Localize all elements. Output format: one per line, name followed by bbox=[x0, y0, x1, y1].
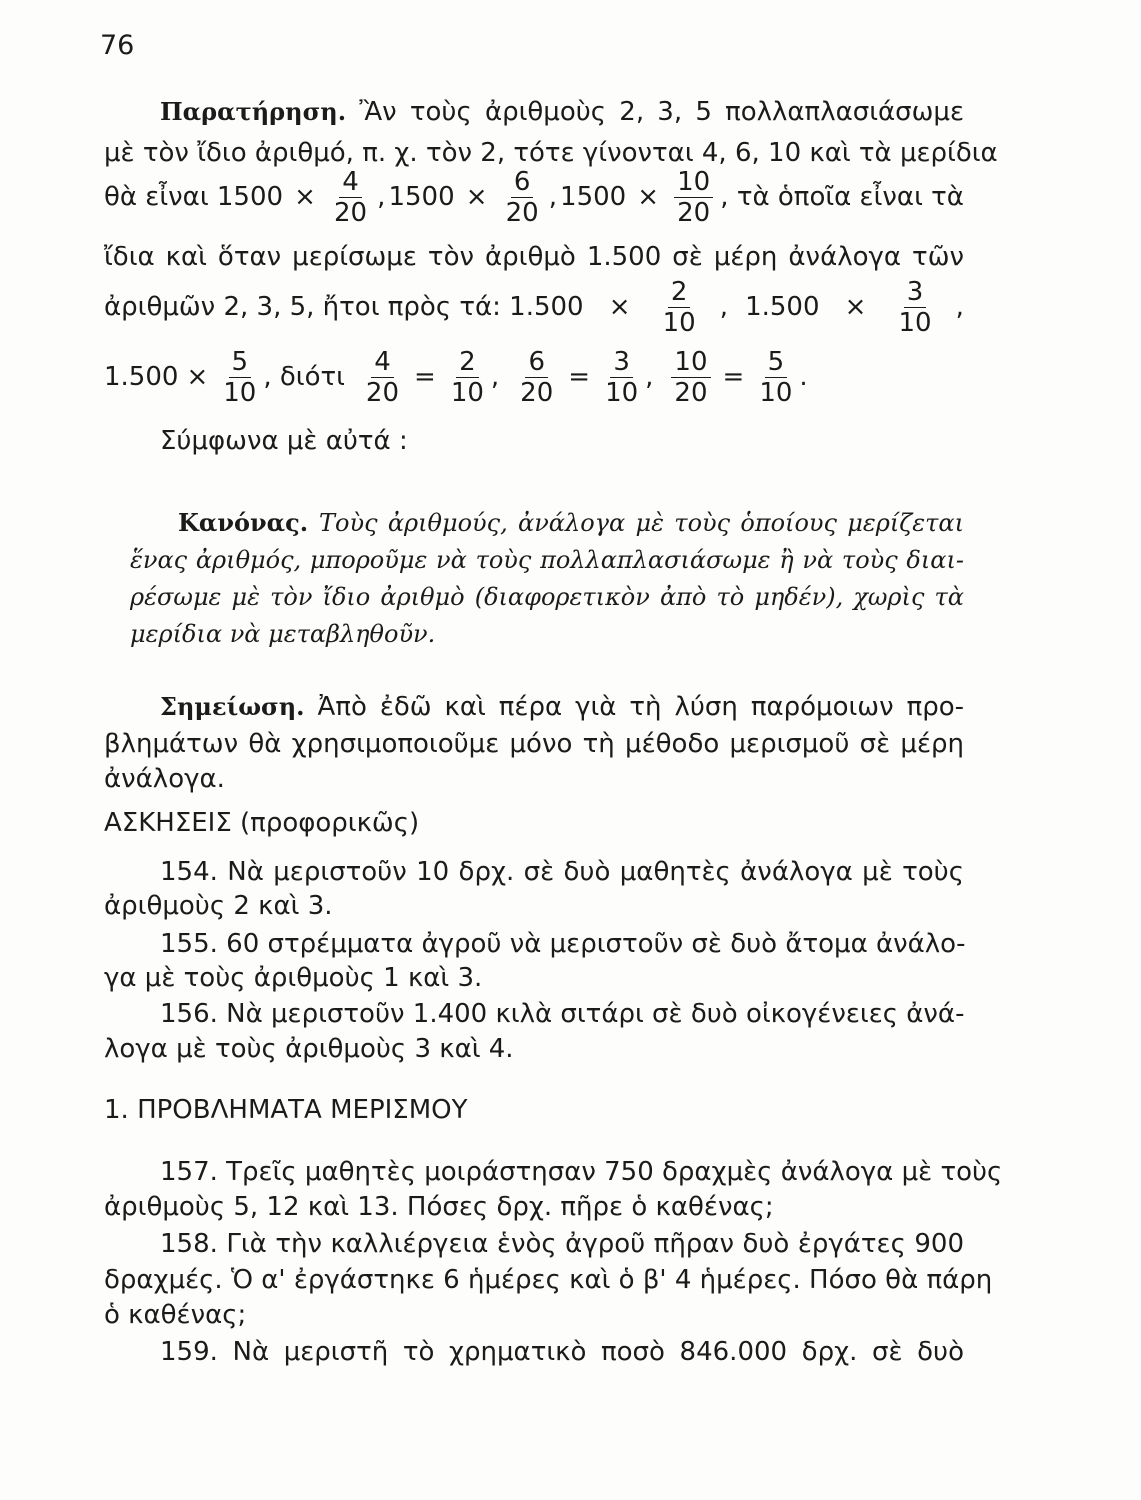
times-sign: × bbox=[637, 182, 660, 212]
rule-line-4: μερίδια νὰ μεταβληθοῦν. bbox=[130, 620, 436, 648]
fraction-4-20: $\frac{4}{20}$ bbox=[365, 346, 400, 408]
remark-text-5-pre: ἀριθμῶν 2, 3, 5, ἤτοι πρὸς τά: 1.500 bbox=[104, 292, 584, 322]
exercise-154-line-1: 154. Νὰ μεριστοῦν 10 δρχ. σὲ δυὸ μαθητὲς ἀνάλογα μὲ τοὺς bbox=[160, 857, 964, 887]
remark-line-2: μὲ τὸν ἴδιο ἀριθμό, π. χ. τὸν 2, τότε γίνονται 4, 6, 10 καὶ τὰ μερίδια bbox=[104, 138, 998, 168]
fraction-3-10: $\frac{3}{10}$ bbox=[898, 276, 932, 338]
fraction-5-10: $\frac{5}{10}$ bbox=[223, 346, 257, 408]
remark-text-3-pre: θὰ εἶναι 1500 bbox=[104, 182, 284, 212]
page-number: 76 bbox=[100, 30, 135, 61]
times-sign: × bbox=[608, 292, 631, 322]
comma: , bbox=[377, 182, 386, 212]
note-line-2: βλημάτων θὰ χρησιμοποιοῦμε μόνο τὴ μέθοδο μερισμοῦ σὲ μέρη bbox=[104, 729, 964, 759]
number-1.500: 1.500 bbox=[745, 292, 820, 322]
exercise-159-line-1: 159. Νὰ μεριστῆ τὸ χρηματικὸ ποσὸ 846.000 δρχ. σὲ δυὸ bbox=[160, 1337, 964, 1367]
remark-text-6-mid: , διότι bbox=[263, 362, 345, 392]
rule-label: Κανόνας. bbox=[178, 508, 309, 537]
equals-sign: = bbox=[722, 362, 745, 392]
remark-line-5 bbox=[104, 275, 964, 339]
fraction-10-20: $\frac{10}{20}$ bbox=[674, 169, 713, 226]
exercise-157-line-2: ἀριθμοὺς 5, 12 καὶ 13. Πόσες δρχ. πῆρε ὁ καθένας; bbox=[104, 1192, 774, 1222]
exercises-heading: ΑΣΚΗΣΕΙΣ (προφορικῶς) bbox=[104, 808, 420, 838]
comma: , bbox=[719, 292, 728, 322]
exercise-156-line-1: 156. Νὰ μεριστοῦν 1.400 κιλὰ σιτάρι σὲ δυὸ οἰκογένειες ἀνά- bbox=[160, 999, 965, 1029]
fraction-2-10: $\frac{2}{10}$ bbox=[450, 346, 484, 408]
times-sign: × bbox=[844, 292, 867, 322]
exercise-155-line-1: 155. 60 στρέμματα ἀγροῦ νὰ μεριστοῦν σὲ δυὸ ἄτομα ἀνάλο- bbox=[160, 929, 966, 959]
exercise-156-line-2: λογα μὲ τοὺς ἀριθμοὺς 3 καὶ 4. bbox=[104, 1034, 514, 1064]
fraction-10-20: $\frac{10}{20}$ bbox=[671, 349, 710, 406]
remark-line-3 bbox=[104, 165, 964, 229]
rule-line-3: ρέσωμε μὲ τὸν ἴδιο ἀριθμὸ (διαφορετικὸν ἀπὸ τὸ μηδέν), χωρὶς τὰ bbox=[130, 583, 964, 611]
remark-label: Παρατήρηση. bbox=[160, 97, 347, 126]
note-label: Σημείωση. bbox=[160, 692, 305, 721]
remark-text-1: Ἂν τοὺς ἀριθμοὺς 2, 3, 5 πολλαπλασιάσωμε bbox=[359, 97, 965, 127]
times-sign: × bbox=[465, 182, 488, 212]
exercise-157-line-1: 157. Τρεῖς μαθητὲς μοιράστησαν 750 δραχμὲς ἀνάλογα μὲ τοὺς bbox=[160, 1157, 1003, 1187]
fraction-6-20: $\frac{6}{20}$ bbox=[505, 166, 539, 228]
comma: , bbox=[490, 362, 500, 392]
remark-text-3-post: , τὰ ὁποῖα εἶναι τὰ bbox=[720, 182, 964, 212]
fraction-5-10: $\frac{5}{10}$ bbox=[759, 346, 793, 408]
fraction-3-10: $\frac{3}{10}$ bbox=[605, 346, 639, 408]
rule-line-2: ἕνας ἀριθμός, μποροῦμε νὰ τοὺς πολλαπλασιάσωμε ἢ νὰ τοὺς διαι- bbox=[130, 546, 964, 574]
rule-line-1 bbox=[178, 506, 964, 540]
fraction-6-20: $\frac{6}{20}$ bbox=[520, 346, 554, 408]
remark-line-4: ἴδια καὶ ὅταν μερίσωμε τὸν ἀριθμὸ 1.500 σὲ μέρη ἀνάλογα τῶν bbox=[104, 242, 964, 272]
comma: , bbox=[955, 292, 964, 322]
number-1500: 1500 bbox=[388, 182, 455, 212]
note-text-1: Ἀπὸ ἐδῶ καὶ πέρα γιὰ τὴ λύση παρόμοιων προ- bbox=[317, 692, 965, 722]
exercise-154-line-2: ἀριθμοὺς 2 καὶ 3. bbox=[104, 891, 333, 921]
exercise-155-line-2: γα μὲ τοὺς ἀριθμοὺς 1 καὶ 3. bbox=[104, 963, 483, 993]
period: . bbox=[799, 362, 808, 392]
times-sign: × bbox=[186, 362, 209, 392]
exercise-158-line-3: ὁ καθένας; bbox=[104, 1300, 247, 1330]
section-heading: 1. ΠΡΟΒΛΗΜΑΤΑ ΜΕΡΙΣΜΟΥ bbox=[104, 1095, 468, 1125]
comma: , bbox=[548, 182, 557, 212]
number-1.500: 1.500 bbox=[104, 362, 179, 392]
comma: , bbox=[645, 362, 654, 392]
note-line-3: ἀνάλογα. bbox=[104, 764, 225, 794]
equals-sign: = bbox=[414, 362, 436, 392]
rule-text-1: Τοὺς ἀριθμούς, ἀνάλογα μὲ τοὺς ὁποίους μερίζεται bbox=[319, 509, 965, 537]
remark-line-1 bbox=[160, 95, 964, 129]
times-sign: × bbox=[294, 182, 316, 212]
equals-sign: = bbox=[568, 362, 591, 392]
number-1500: 1500 bbox=[560, 182, 627, 212]
note-line-1 bbox=[160, 690, 964, 724]
fraction-2-10: $\frac{2}{10}$ bbox=[662, 276, 696, 338]
remark-line-6 bbox=[104, 345, 834, 409]
fraction-4-20: $\frac{4}{20}$ bbox=[333, 166, 368, 228]
remark-line-7: Σύμφωνα μὲ αὐτά : bbox=[160, 426, 408, 456]
exercise-158-line-2: δραχμές. Ὁ α' ἐργάστηκε 6 ἡμέρες καὶ ὁ β' 4 ἡμέρες. Πόσο θὰ πάρη bbox=[104, 1265, 993, 1295]
exercise-158-line-1: 158. Γιὰ τὴν καλλιέργεια ἑνὸς ἀγροῦ πῆραν δυὸ ἐργάτες 900 bbox=[160, 1229, 964, 1259]
